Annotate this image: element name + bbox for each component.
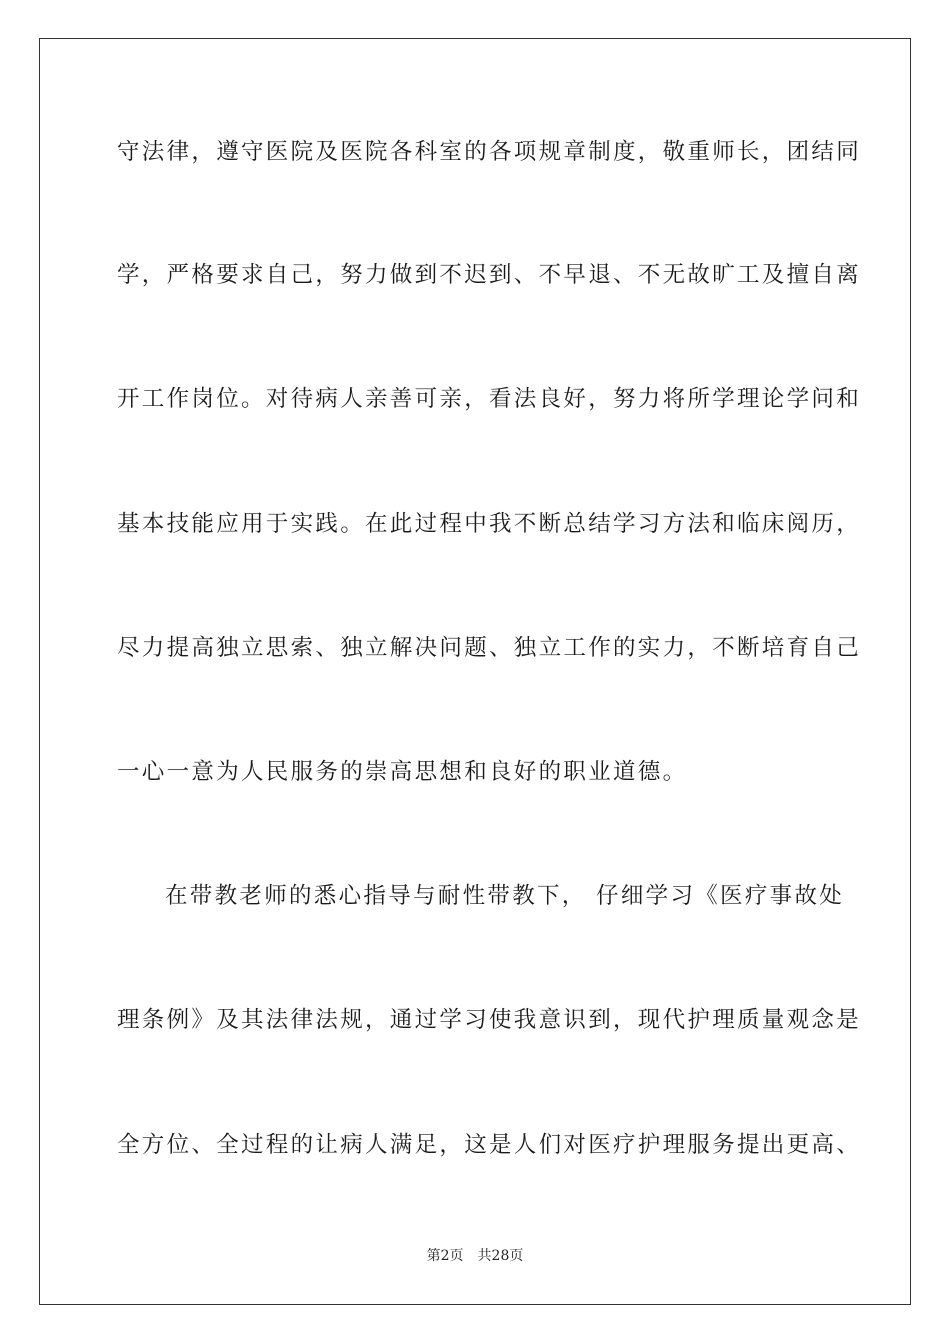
page-border [39,38,911,1305]
text-line-5: 尽力提高独立思索、独立解决问题、独立工作的实力，不断培育自己 [117,635,862,661]
text-line-6: 一心一意为人民服务的崇高思想和良好的职业道德。 [117,759,688,785]
text-line-8: 理条例》及其法律法规，通过学习使我意识到，现代护理质量观念是 [117,1007,862,1033]
text-line-9: 全方位、全过程的让病人满足，这是人们对医疗护理服务提出更高、 [117,1132,862,1158]
text-line-1: 守法律，遵守医院及医院各科室的各项规章制度，敬重师长，团结同 [117,139,862,165]
page-number-current: 第2页 [426,1248,464,1264]
page-footer [0,1247,950,1265]
text-line-2: 学，严格要求自己，努力做到不迟到、不早退、不无故旷工及擅自离 [117,262,862,288]
text-line-7: 在带教老师的悉心指导与耐性带教下， 仔细学习《医疗事故处 [165,883,845,909]
page-number-total: 共28页 [477,1248,524,1264]
text-line-4: 基本技能应用于实践。在此过程中我不断总结学习方法和临床阅历， [117,511,862,537]
text-line-3: 开工作岗位。对待病人亲善可亲，看法良好，努力将所学理论学问和 [117,386,862,412]
